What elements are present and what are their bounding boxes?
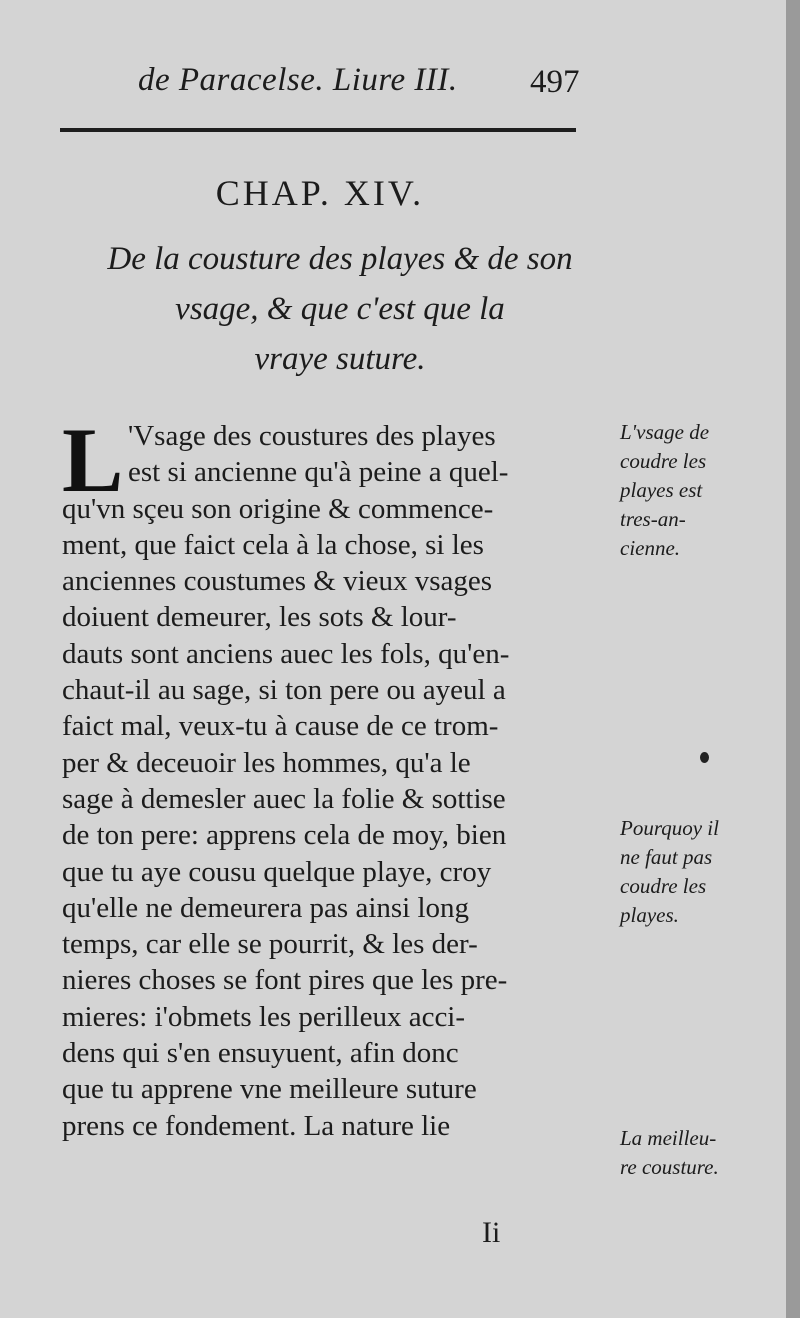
running-head: de Paracelse. Liure III. xyxy=(138,62,458,98)
margin-note-line: re cousture. xyxy=(620,1155,719,1179)
page-number: 497 xyxy=(530,64,580,100)
chapter-heading-line: vraye suture. xyxy=(254,341,426,377)
body-line: dauts sont anciens auec les fols, qu'en- xyxy=(62,637,510,670)
margin-note xyxy=(620,814,790,930)
body-line: que tu apprene vne meilleure suture xyxy=(62,1073,477,1106)
chapter-heading-line: vsage, & que c'est que la xyxy=(175,291,505,327)
body-line: chaut-il au sage, si ton pere ou ayeul a xyxy=(62,674,506,707)
margin-note-line: Pourquoy il xyxy=(620,816,719,840)
body-line: de ton pere: apprens cela de moy, bien xyxy=(62,819,507,852)
chapter-heading-line: De la cousture des playes & de son xyxy=(107,241,573,277)
body-line: qu'vn sçeu son origine & commence- xyxy=(62,492,494,525)
body-line: per & deceuoir les hommes, qu'a le xyxy=(62,746,471,779)
chapter-title: CHAP. XIV. xyxy=(215,173,425,213)
margin-note-line: cienne. xyxy=(620,536,681,560)
margin-note xyxy=(620,418,790,563)
body-line: 'Vsage des coustures des playes xyxy=(128,420,496,452)
body-line: sage à demesler auec la folie & sottise xyxy=(62,782,506,815)
margin-note-line: L'vsage de xyxy=(620,420,710,444)
body-line: ment, que faict cela à la chose, si les xyxy=(62,528,484,561)
catchword: Ii xyxy=(482,1216,501,1249)
margin-note-line: playes. xyxy=(620,903,679,927)
body-line: qu'elle ne demeurera pas ainsi long xyxy=(62,891,470,924)
body-line: prens ce fondement. La nature lie xyxy=(62,1109,451,1142)
body-line: que tu aye cousu quelque playe, croy xyxy=(62,855,492,888)
body-line: temps, car elle se pourrit, & les der- xyxy=(62,928,478,961)
header-rule xyxy=(60,128,576,132)
margin-note-line: ne faut pas xyxy=(620,845,713,869)
margin-note-line: playes est xyxy=(620,478,703,502)
margin-note-line: coudre les xyxy=(620,874,707,898)
body-line: nieres choses se font pires que les pre- xyxy=(62,964,508,997)
drop-cap: L xyxy=(62,409,124,511)
body-line: mieres: i'obmets les perilleux acci- xyxy=(62,1000,466,1033)
margin-note-line: tres-an- xyxy=(620,507,686,531)
body-text xyxy=(62,409,622,1144)
ink-spot xyxy=(700,752,709,763)
body-line: anciennes coustumes & vieux vsages xyxy=(62,565,493,598)
body-line: doiuent demeurer, les sots & lour- xyxy=(62,601,457,634)
body-line: dens qui s'en ensuyuent, afin donc xyxy=(62,1037,459,1070)
margin-note xyxy=(620,1124,790,1182)
body-line: est si ancienne qu'à peine a quel- xyxy=(128,456,509,489)
margin-note-line: coudre les xyxy=(620,449,707,473)
page-edge xyxy=(786,0,800,1318)
body-line: faict mal, veux-tu à cause de ce trom- xyxy=(62,710,499,743)
margin-note-line: La meilleu- xyxy=(620,1126,717,1150)
chapter-heading xyxy=(60,234,620,384)
